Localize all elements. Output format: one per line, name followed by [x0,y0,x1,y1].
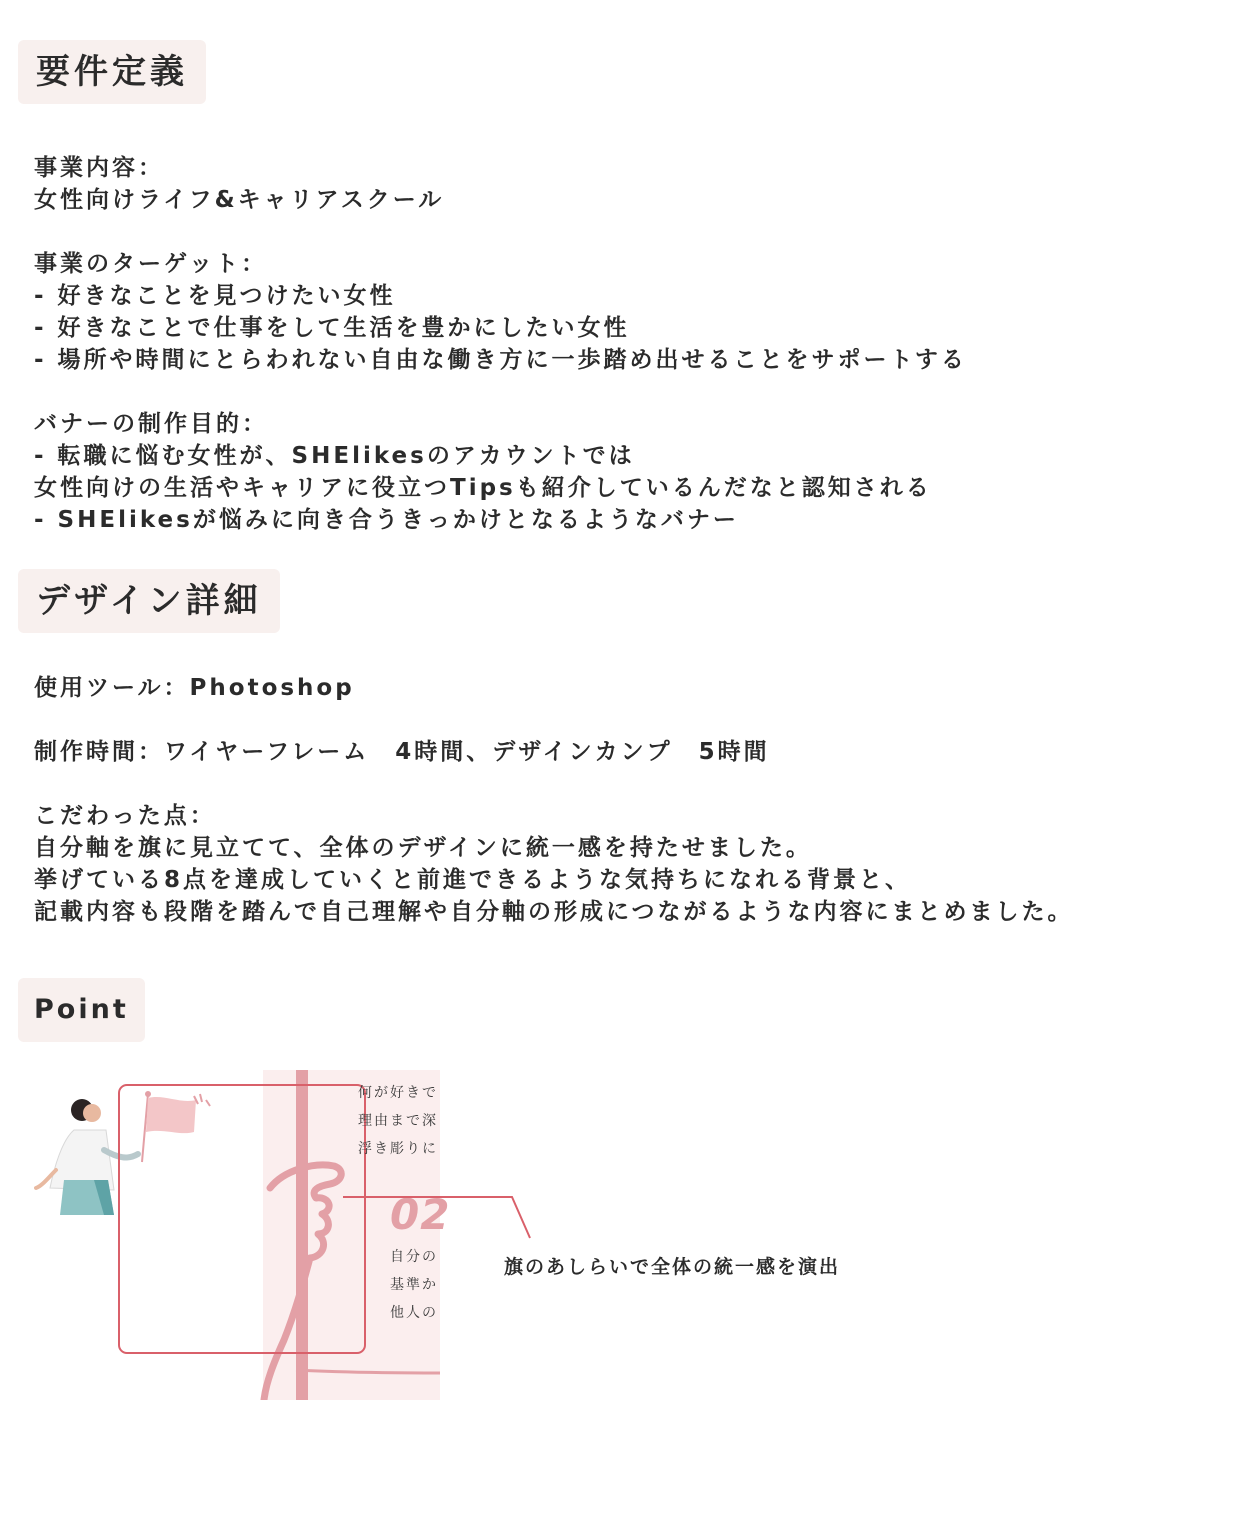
purpose-line: - SHElikesが悩みに向き合うきっかけとなるようなバナー [34,507,739,533]
heading-design: デザイン詳細 [18,569,280,633]
illustration-text-top: 理由まで深 [358,1113,438,1129]
heading-requirements: 要件定義 [18,40,206,104]
purpose-line: 女性向けの生活やキャリアに役立つTipsも紹介しているんだなと認知される [34,475,932,501]
design-body [34,672,1074,928]
illustration-text-bottom: 基準か [390,1277,438,1293]
target-item: - 好きなことを見つけたい女性 [34,283,396,309]
heading-point: Point [18,978,145,1042]
point-illustration [34,1070,451,1400]
business-value: 女性向けライフ&キャリアスクール [34,187,445,213]
target-label: 事業のターゲット： [34,251,268,277]
illustration-text-bottom: 他人の [390,1305,438,1321]
point-callout: 旗のあしらいで全体の統一感を演出 [504,1256,841,1278]
purpose-line: - 転職に悩む女性が、SHElikesのアカウントでは [34,443,635,469]
flag-pole-icon [296,1070,308,1400]
illustration-text-top: 浮き彫りに [358,1141,438,1157]
focus-line: 挙げている8点を達成していくと前進できるような気持ちになれる背景と、 [34,867,912,893]
design-time: 制作時間：ワイヤーフレーム 4時間、デザインカンプ 5時間 [34,739,770,765]
purpose-label: バナーの制作目的： [34,411,268,437]
illustration-text-bottom: 自分の [390,1249,438,1265]
target-item: - 場所や時間にとらわれない自由な働き方に一歩踏め出せることをサポートする [34,347,967,373]
focus-label: こだわった点： [34,803,216,829]
business-label: 事業内容： [34,155,164,181]
illustration-number: 02 [390,1190,451,1239]
woman-with-flag-icon [36,1091,210,1215]
target-item: - 好きなことで仕事をして生活を豊かにしたい女性 [34,315,630,341]
design-tool: 使用ツール：Photoshop [34,675,355,701]
requirements-body [34,152,967,536]
illustration-text-top: 何が好きで [358,1085,438,1101]
focus-line: 記載内容も段階を踏んで自己理解や自分軸の形成につながるような内容にまとめました。 [34,899,1074,925]
focus-line: 自分軸を旗に見立てて、全体のデザインに統一感を持たせました。 [34,835,812,861]
